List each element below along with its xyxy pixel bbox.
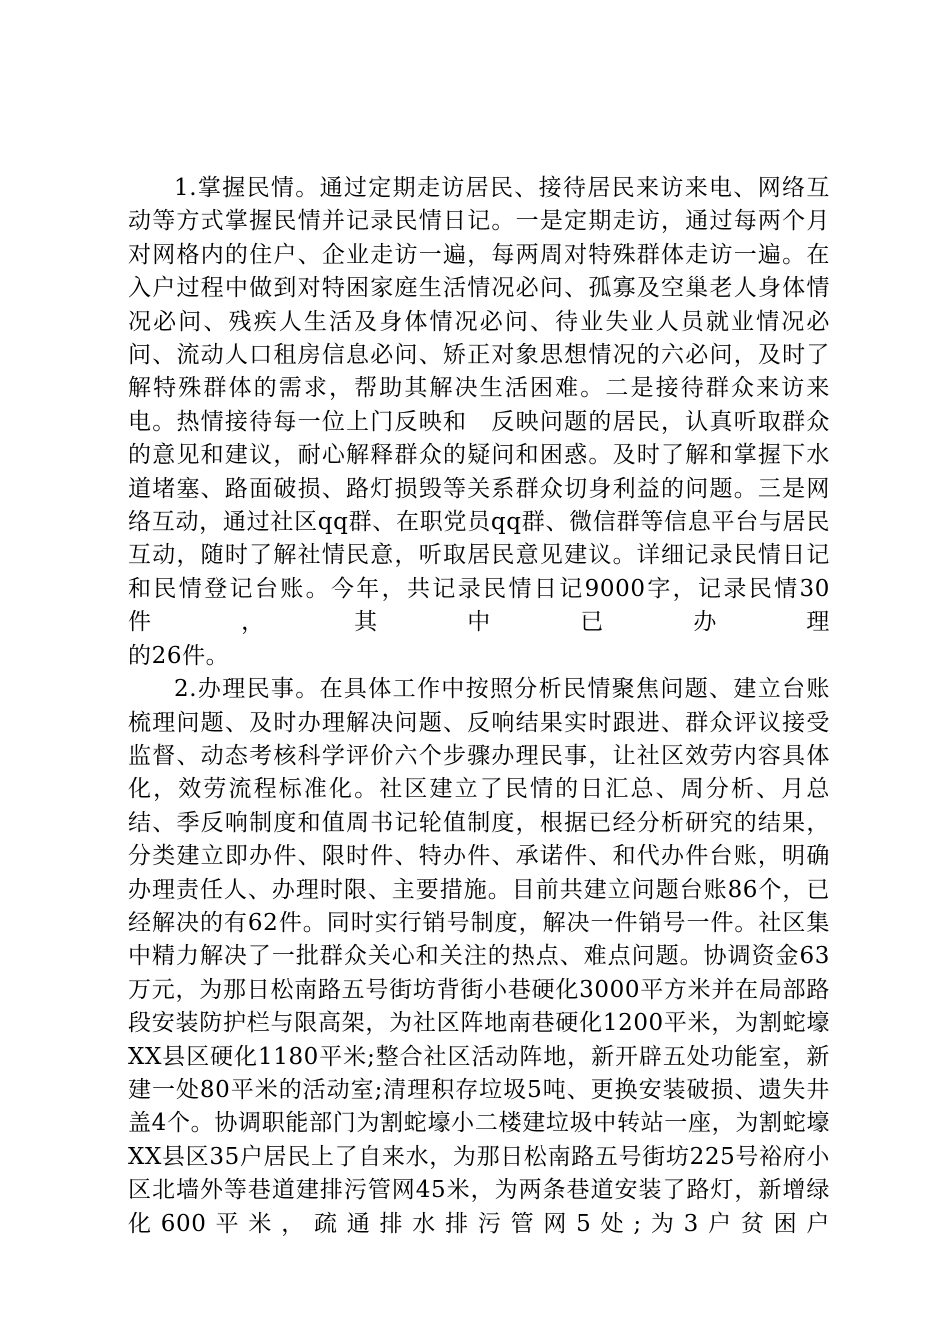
paragraph-2-text: 2.办理民事。在具体工作中按照分析民情聚焦问题、建立台账梳理问题、及时办理解决问题、反响结果实时跟进、群众评议接受监督、动态考核科学评价六个步骤办理民事，让社区效劳内容具体化，效劳流程标准化。社区建立了民情的日汇总、周分析、月总结、季反响制度和值周书记轮值制度，根据已经分析研究的结果，分类建立即办件、限时件、特办件、承诺件、和代办件台账，明确办理责任人、办理时限、主要措施。目前共建立问题台账86个，已经解决的有62件。同时实行销号制度，解决一件销号一件。社区集中精力解决了一批群众关心和关注的热点、难点问题。协调资金63万元，为那日松南路五号街坊背街小巷硬化3000平方米并在局部路段安装防护栏与限高架，为社区阵地南巷硬化1200平米，为割蛇壕XX县区硬化1180平米;整合社区活动阵地，新开辟五处功能室，新建一处80平米的活动室;清理积存垃圾5吨、更换安装破损、遗失井盖4个。协调职能部门为割蛇壕小二楼建垃圾中转站一座，为割蛇壕XX县区35户居民上了自来水，为那日松南路五号街坊225号裕府小区北墙外等巷道建排污管网45米，为两条巷道安装了路灯，新增绿化600平米，疏通排水排污管网5处;为3户贫困户 [128, 676, 830, 1237]
paragraph-2 [128, 673, 830, 1241]
paragraph-1 [128, 172, 830, 673]
document-body [128, 172, 830, 1241]
paragraph-1-last-line: 的26件。 [128, 642, 230, 669]
paragraph-1-text: 1.掌握民情。通过定期走访居民、接待居民来访来电、网络互动等方式掌握民情并记录民情日记。一是定期走访，通过每两个月对网格内的住户、企业走访一遍，每两周对特殊群体走访一遍。在入户过程中做到对特困家庭生活情况必问、孤寡及空巢老人身体情况必问、残疾人生活及身体情况必问、待业失业人员就业情况必问、流动人口租房信息必问、矫正对象思想情况的六必问，及时了解特殊群体的需求，帮助其解决生活困难。二是接待群众来访来电。热情接待每一位上门反映和 反映问题的居民，认真听取群众的意见和建议，耐心解释群众的疑问和困惑。及时了解和掌握下水道堵塞、路面破损、路灯损毁等关系群众切身利益的问题。三是网络互动，通过社区qq群、在职党员qq群、微信群等信息平台与居民互动，随时了解社情民意，听取居民意见建议。详细记录民情日记和民情登记台账。今年，共记录民情日记9000字，记录民情30件，其中已办理 [128, 175, 830, 636]
